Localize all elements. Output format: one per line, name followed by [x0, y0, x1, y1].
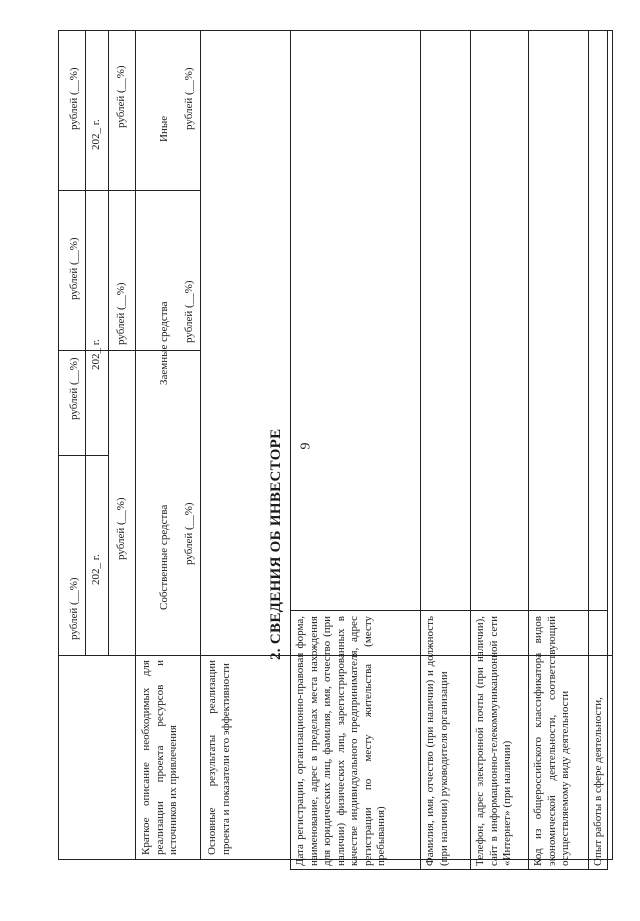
funding-loan: Заемные средства	[158, 301, 170, 385]
investor-row-5: Опыт работы в сфере деятельности,	[592, 697, 604, 866]
row-amount-1: рублей (__%)	[115, 65, 127, 128]
upper-row-line	[58, 190, 200, 191]
bottom-amount-1: рублей (__%)	[183, 502, 195, 565]
bottom-amount-2: рублей (__%)	[183, 280, 195, 343]
investor-row-4: Код из общероссийского классификатора видов экономической деятельности, соответствующий осуществляемому виду деятельности	[532, 616, 571, 866]
funding-other: Иные	[158, 115, 170, 142]
year-2: 202_ г.	[90, 339, 102, 370]
investor-row-line	[588, 30, 589, 870]
upper-col-line	[135, 30, 136, 860]
investor-row-line	[420, 30, 421, 870]
investor-row-2: Фамилия, имя, отчество (при наличии) и должность (при наличии) руководителя организации	[424, 616, 450, 866]
investor-row-line	[470, 30, 471, 870]
top-amount-3: рублей (__%)	[68, 357, 80, 420]
investor-row-1: Дата регистрации, организационно-правовая форма, наименование, адрес в пределах места нахождения для юридических лиц, фамилия, имя, отчество (при наличии) физических лиц, зарегистрированных в качестве индивидуального предпринимателя, адрес регистрации по месту жительства (месту пребывания)	[294, 616, 387, 866]
row-amount-3: рублей (__%)	[115, 497, 127, 560]
top-amount-1: рублей (__%)	[68, 67, 80, 130]
investor-row-3: Телефон, адрес электронной почты (при наличии), сайт в информационно-телекоммуникационной сети «Интернет» (при наличии)	[474, 616, 513, 866]
top-amount-4: рублей (__%)	[68, 577, 80, 640]
bottom-amount-3: рублей (__%)	[183, 67, 195, 130]
year-1: 202_ г.	[90, 119, 102, 150]
year-3: 202_ г.	[90, 554, 102, 585]
section-title: 2. СВЕДЕНИЯ ОБ ИНВЕСТОРЕ	[268, 428, 284, 660]
upper-row-line	[58, 455, 108, 456]
investor-split	[290, 610, 608, 611]
row-amount-2: рублей (__%)	[115, 282, 127, 345]
investor-row-line	[528, 30, 529, 870]
upper-col-line	[200, 30, 201, 860]
top-amount-2: рублей (__%)	[68, 237, 80, 300]
upper-row-line	[58, 350, 200, 351]
funding-own: Собственные средства	[158, 504, 170, 610]
funding-label: Краткое описание необходимых для реализации проекта ресурсов и источников их привлечения	[140, 660, 179, 855]
upper-col-line	[85, 30, 86, 655]
results-label: Основные результаты реализации проекта и показатели его эффективности	[206, 660, 232, 855]
page-number: 9	[298, 442, 314, 450]
upper-col-line	[108, 30, 109, 655]
